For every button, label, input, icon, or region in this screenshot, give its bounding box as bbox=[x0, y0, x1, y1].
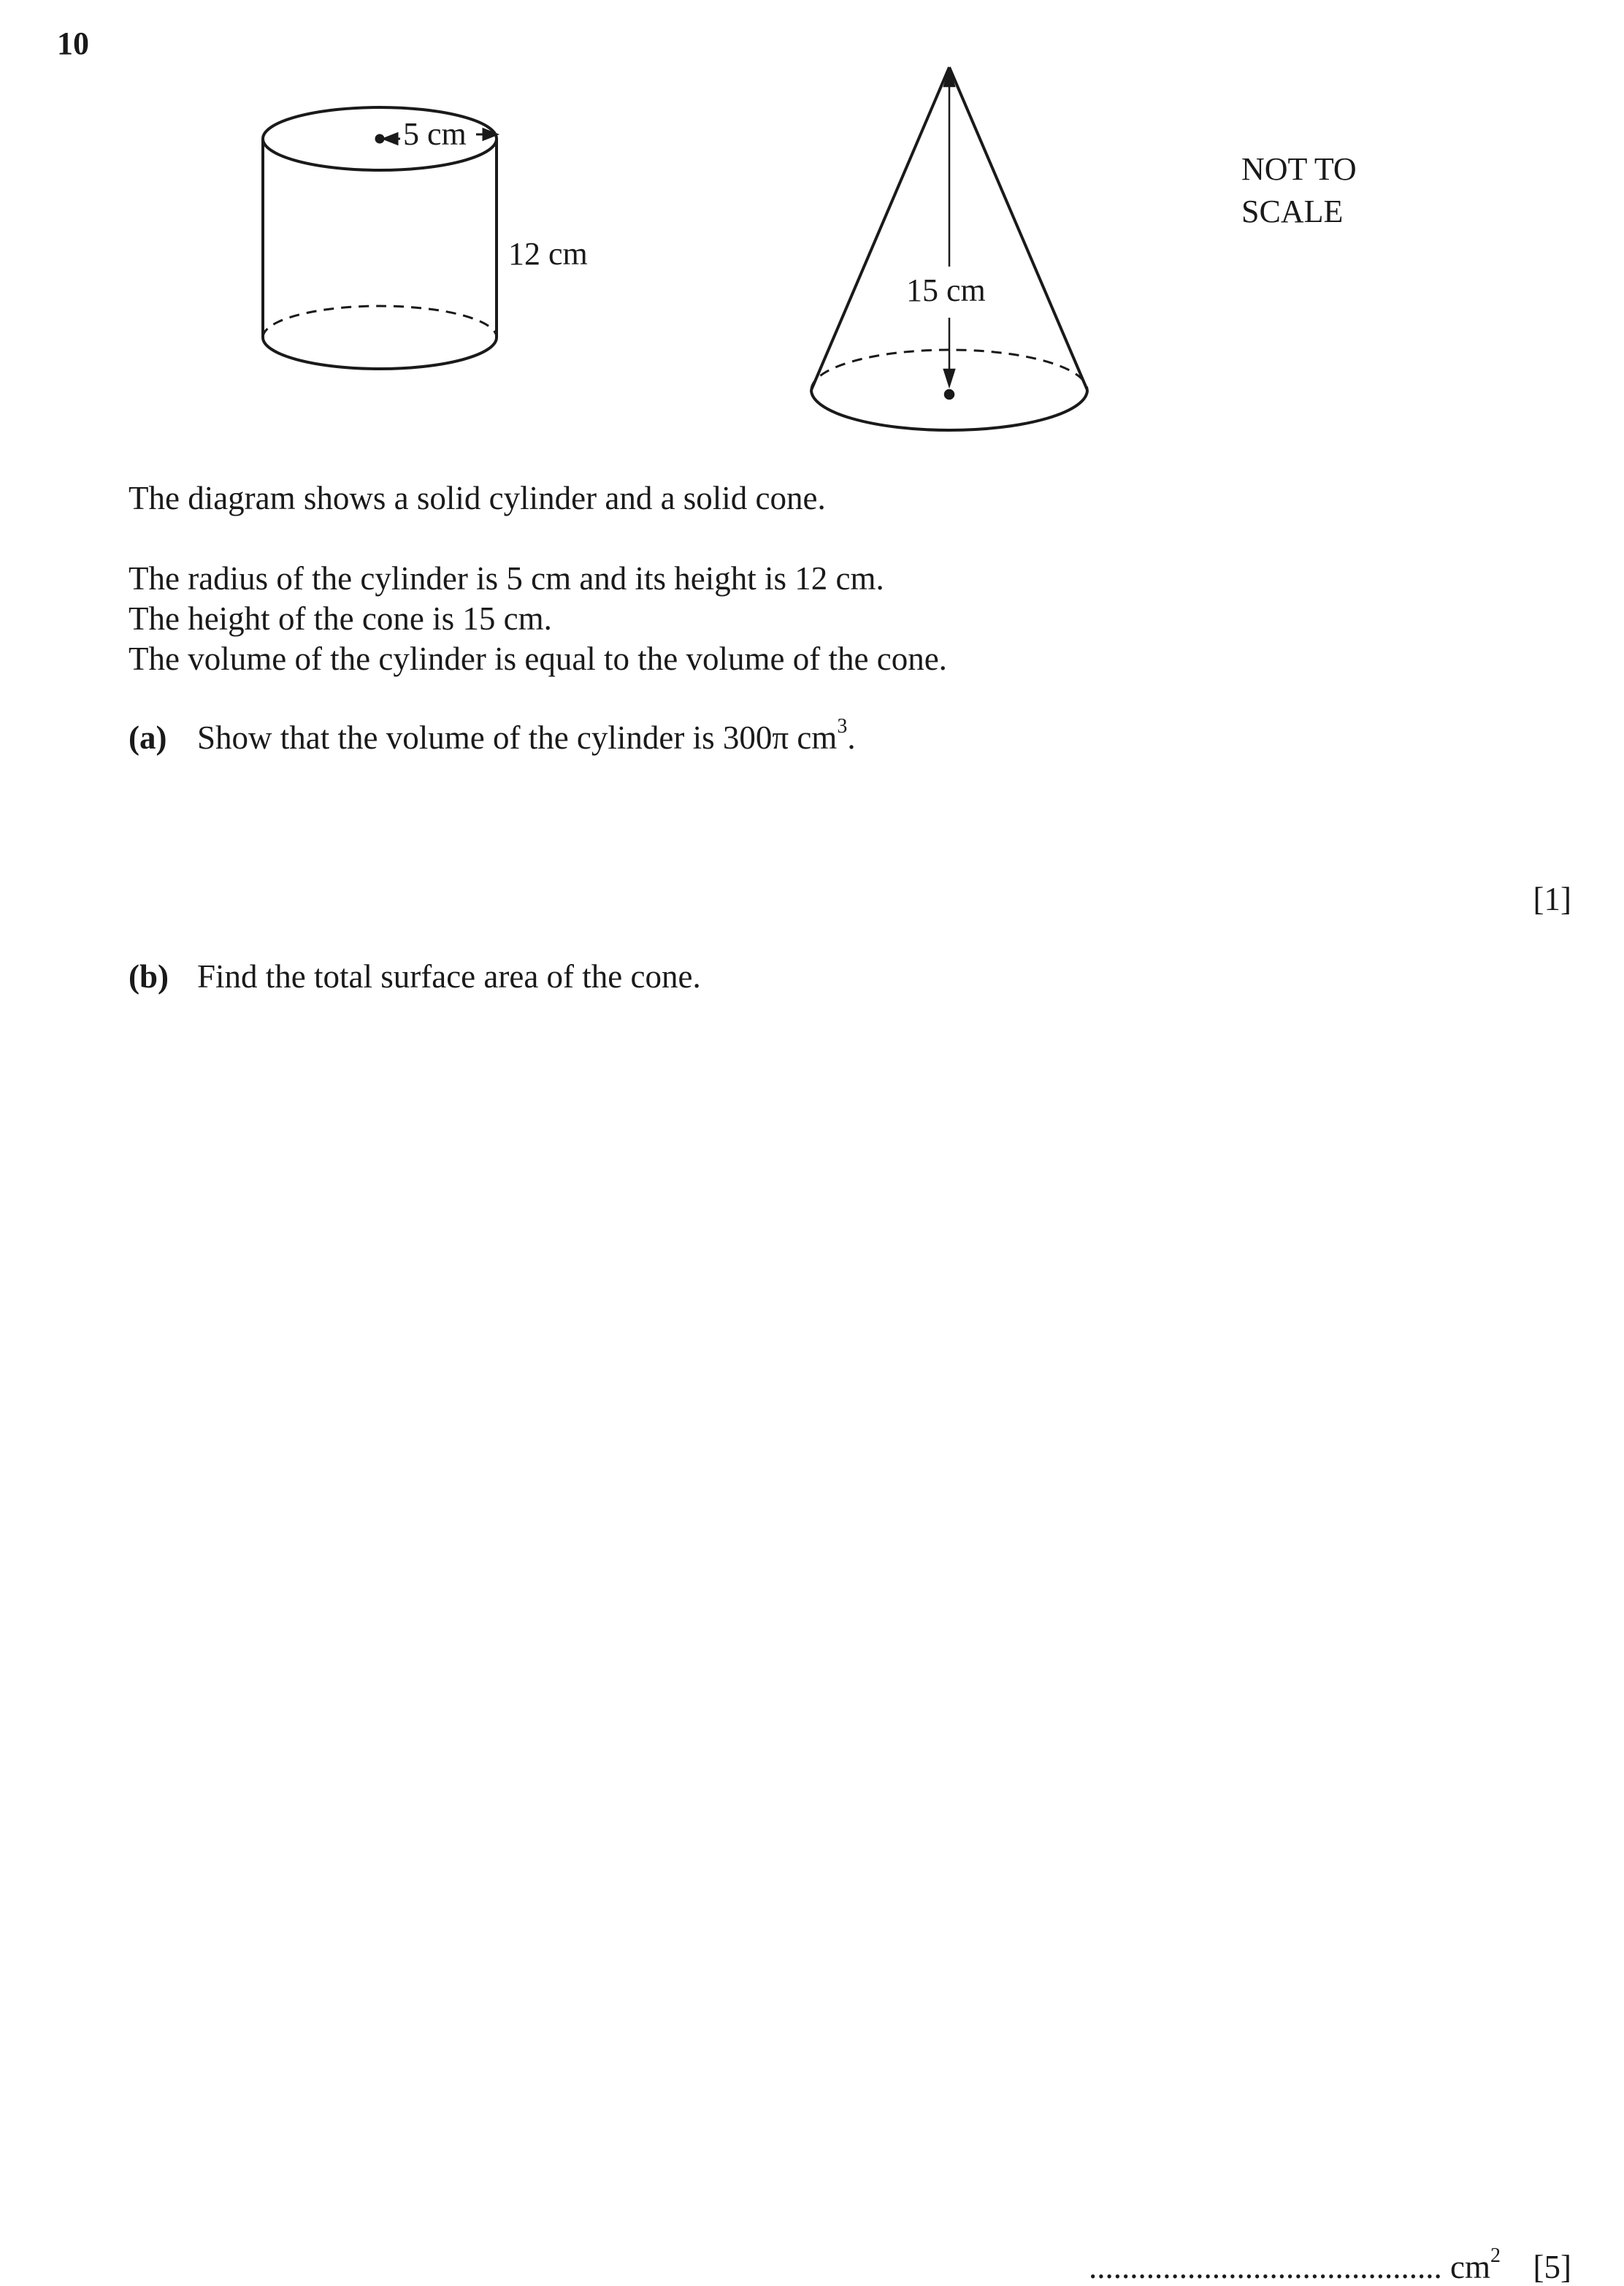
not-to-scale-line-2: SCALE bbox=[1241, 194, 1344, 229]
part-a-text: Show that the volume of the cylinder is 300π cm bbox=[197, 719, 838, 756]
part-a-marks: [1] bbox=[1533, 881, 1571, 917]
cone-height-label: 15 cm bbox=[906, 272, 986, 308]
part-b-marks: [5] bbox=[1533, 2249, 1571, 2285]
cone-base-centre-dot bbox=[945, 390, 954, 399]
not-to-scale-note bbox=[1241, 148, 1357, 233]
answer-dots[interactable]: ........................................... bbox=[1089, 2249, 1442, 2285]
part-b bbox=[129, 957, 701, 997]
info-block bbox=[129, 559, 947, 679]
intro-text: The diagram shows a solid cylinder and a solid cone. bbox=[129, 480, 826, 516]
part-a-superscript: 3 bbox=[837, 715, 848, 738]
part-b-answer-line bbox=[1089, 2244, 1571, 2286]
not-to-scale-line-1: NOT TO bbox=[1241, 151, 1357, 187]
answer-unit-superscript: 2 bbox=[1490, 2244, 1501, 2267]
part-a-label: (a) bbox=[129, 719, 167, 756]
cone-left-side bbox=[811, 67, 949, 390]
info-line-radius: The radius of the cylinder is 5 cm and its height is 12 cm. bbox=[129, 560, 884, 597]
cylinder-radius-label: 5 cm bbox=[403, 116, 467, 152]
cylinder-height-label: 12 cm bbox=[508, 236, 588, 272]
part-b-label: (b) bbox=[129, 958, 169, 995]
part-a bbox=[129, 715, 856, 758]
answer-unit: cm bbox=[1450, 2249, 1491, 2285]
question-number: 10 bbox=[57, 26, 89, 61]
part-a-suffix: . bbox=[847, 719, 856, 756]
info-line-cone-height: The height of the cone is 15 cm. bbox=[129, 600, 552, 637]
cylinder-bottom-front bbox=[263, 337, 497, 369]
cylinder-cone-diagram bbox=[0, 0, 1624, 467]
cylinder-bottom-back-dashed bbox=[263, 306, 497, 337]
info-line-volumes-equal: The volume of the cylinder is equal to the volume of the cone. bbox=[129, 641, 947, 677]
part-b-text: Find the total surface area of the cone. bbox=[197, 958, 701, 995]
cone-right-side bbox=[949, 67, 1087, 390]
